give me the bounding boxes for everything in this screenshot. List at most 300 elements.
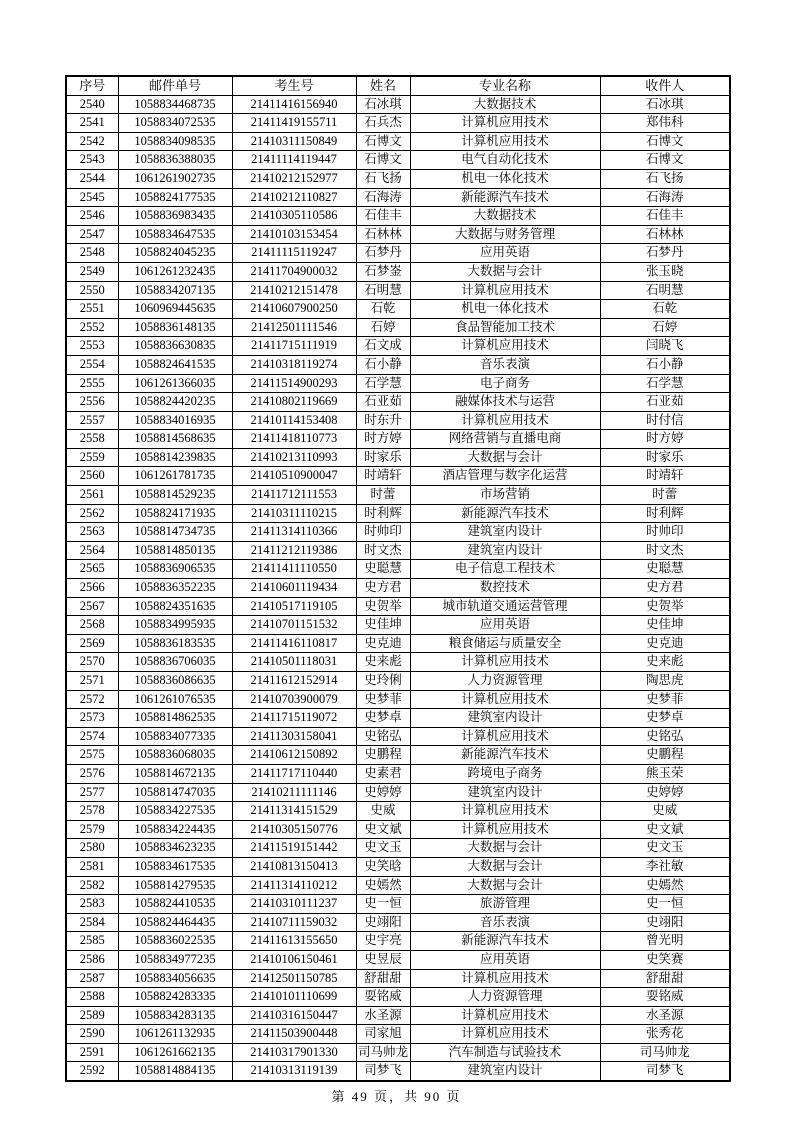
table-row bbox=[66, 616, 730, 635]
table-row bbox=[66, 541, 730, 560]
table-cell: 石小静 bbox=[356, 355, 410, 374]
table-cell: 21410802119669 bbox=[232, 393, 356, 412]
table-cell: 2558 bbox=[66, 430, 118, 449]
table-cell: 新能源汽车技术 bbox=[410, 188, 600, 207]
table-cell: 2581 bbox=[66, 857, 118, 876]
table-cell: 1060969445635 bbox=[118, 300, 232, 319]
table-cell: 1058814239835 bbox=[118, 448, 232, 467]
table-cell: 网络营销与直播电商 bbox=[410, 430, 600, 449]
table-cell: 1058836906535 bbox=[118, 560, 232, 579]
table-cell: 1061261781735 bbox=[118, 467, 232, 486]
table-cell: 1058834056635 bbox=[118, 969, 232, 988]
table-cell: 时帅印 bbox=[356, 523, 410, 542]
table-cell: 21411612152914 bbox=[232, 672, 356, 691]
table-cell: 1058814529235 bbox=[118, 486, 232, 505]
table-cell: 1058824641535 bbox=[118, 355, 232, 374]
student-mail-table bbox=[65, 75, 731, 1082]
table-cell: 2565 bbox=[66, 560, 118, 579]
table-cell: 建筑室内设计 bbox=[410, 1062, 600, 1081]
table-cell: 21410317901330 bbox=[232, 1043, 356, 1062]
table-row bbox=[66, 337, 730, 356]
table-cell: 石婷 bbox=[356, 318, 410, 337]
table-cell: 音乐表演 bbox=[410, 355, 600, 374]
table-row bbox=[66, 448, 730, 467]
table-cell: 1061261662135 bbox=[118, 1043, 232, 1062]
table-cell: 1058836148135 bbox=[118, 318, 232, 337]
table-cell: 21410313119139 bbox=[232, 1062, 356, 1081]
table-cell: 2544 bbox=[66, 169, 118, 188]
table-cell: 石婷 bbox=[600, 318, 730, 337]
table-cell: 电气自动化技术 bbox=[410, 151, 600, 170]
table-cell: 计算机应用技术 bbox=[410, 820, 600, 839]
table-cell: 时蕾 bbox=[600, 486, 730, 505]
table-cell: 2579 bbox=[66, 820, 118, 839]
table-cell: 2577 bbox=[66, 783, 118, 802]
table-cell: 石明慧 bbox=[600, 281, 730, 300]
table-cell: 石梦崟 bbox=[356, 262, 410, 281]
table-cell: 21412501111546 bbox=[232, 318, 356, 337]
table-header-row bbox=[66, 76, 730, 95]
table-cell: 21410601119434 bbox=[232, 579, 356, 598]
table-cell: 司马帅龙 bbox=[600, 1043, 730, 1062]
table-cell: 史梦卓 bbox=[600, 709, 730, 728]
table-cell: 石海涛 bbox=[600, 188, 730, 207]
table-cell: 司梦飞 bbox=[356, 1062, 410, 1081]
table-cell: 汽车制造与试验技术 bbox=[410, 1043, 600, 1062]
table-cell: 时靖轩 bbox=[356, 467, 410, 486]
table-cell: 2570 bbox=[66, 653, 118, 672]
table-row bbox=[66, 374, 730, 393]
table-cell: 史来彪 bbox=[600, 653, 730, 672]
table-row bbox=[66, 430, 730, 449]
table-cell: 史威 bbox=[356, 802, 410, 821]
table-cell: 21411114119447 bbox=[232, 151, 356, 170]
table-cell: 建筑室内设计 bbox=[410, 541, 600, 560]
table-cell: 史嫣然 bbox=[600, 876, 730, 895]
table-cell: 史宇亮 bbox=[356, 932, 410, 951]
table-cell: 史梦菲 bbox=[356, 690, 410, 709]
table-cell: 1058834995935 bbox=[118, 616, 232, 635]
table-cell: 司家旭 bbox=[356, 1025, 410, 1044]
table-row bbox=[66, 839, 730, 858]
table-cell: 旅游管理 bbox=[410, 895, 600, 914]
table-cell: 史梦菲 bbox=[600, 690, 730, 709]
table-cell: 1058834623235 bbox=[118, 839, 232, 858]
table-cell: 石冰琪 bbox=[356, 95, 410, 114]
table-cell: 1061261366035 bbox=[118, 374, 232, 393]
table-cell: 计算机应用技术 bbox=[410, 690, 600, 709]
table-row bbox=[66, 411, 730, 430]
table-cell: 新能源汽车技术 bbox=[410, 932, 600, 951]
table-cell: 史文玉 bbox=[356, 839, 410, 858]
table-cell: 2557 bbox=[66, 411, 118, 430]
table-cell: 应用英语 bbox=[410, 244, 600, 263]
table-cell: 21411314110212 bbox=[232, 876, 356, 895]
table-row bbox=[66, 988, 730, 1007]
table-cell: 2583 bbox=[66, 895, 118, 914]
table-cell: 21410517119105 bbox=[232, 597, 356, 616]
table-cell: 1058836983435 bbox=[118, 207, 232, 226]
table-cell: 石博文 bbox=[600, 132, 730, 151]
table-cell: 21410212151478 bbox=[232, 281, 356, 300]
table-row bbox=[66, 281, 730, 300]
table-cell: 大数据与会计 bbox=[410, 839, 600, 858]
table-cell: 石亚茹 bbox=[356, 393, 410, 412]
table-cell: 1058836183535 bbox=[118, 634, 232, 653]
table-row bbox=[66, 672, 730, 691]
table-cell: 1061261232435 bbox=[118, 262, 232, 281]
table-cell: 21411704900032 bbox=[232, 262, 356, 281]
table-cell: 史聪慧 bbox=[600, 560, 730, 579]
table-cell: 2582 bbox=[66, 876, 118, 895]
table-row bbox=[66, 802, 730, 821]
table-cell: 石博文 bbox=[356, 151, 410, 170]
table-cell: 2545 bbox=[66, 188, 118, 207]
table-row bbox=[66, 653, 730, 672]
table-cell: 2543 bbox=[66, 151, 118, 170]
table-cell: 2572 bbox=[66, 690, 118, 709]
table-cell: 2569 bbox=[66, 634, 118, 653]
table-row bbox=[66, 114, 730, 133]
table-cell: 石学慧 bbox=[356, 374, 410, 393]
table-cell: 时帅印 bbox=[600, 523, 730, 542]
table-row bbox=[66, 151, 730, 170]
table-cell: 2562 bbox=[66, 504, 118, 523]
table-cell: 史翊阳 bbox=[600, 913, 730, 932]
table-cell: 21411411110550 bbox=[232, 560, 356, 579]
table-cell: 21411115119247 bbox=[232, 244, 356, 263]
table-cell: 21411418110773 bbox=[232, 430, 356, 449]
table-cell: 1058824177535 bbox=[118, 188, 232, 207]
table-cell: 2592 bbox=[66, 1062, 118, 1081]
table-cell: 21410711159032 bbox=[232, 913, 356, 932]
table-cell: 1058836352235 bbox=[118, 579, 232, 598]
table-cell: 建筑室内设计 bbox=[410, 523, 600, 542]
table-cell: 1058834283135 bbox=[118, 1006, 232, 1025]
table-cell: 1058836068035 bbox=[118, 746, 232, 765]
table-cell: 21411712111553 bbox=[232, 486, 356, 505]
table-cell: 电子商务 bbox=[410, 374, 600, 393]
table-cell: 石林林 bbox=[356, 225, 410, 244]
table-cell: 史文玉 bbox=[600, 839, 730, 858]
table-cell: 1058814747035 bbox=[118, 783, 232, 802]
table-cell: 石梦丹 bbox=[356, 244, 410, 263]
table-cell: 石博文 bbox=[356, 132, 410, 151]
table-cell: 跨境电子商务 bbox=[410, 764, 600, 783]
table-cell: 2548 bbox=[66, 244, 118, 263]
table-cell: 2561 bbox=[66, 486, 118, 505]
table-cell: 史方君 bbox=[600, 579, 730, 598]
table-row bbox=[66, 969, 730, 988]
table-cell: 1058836022535 bbox=[118, 932, 232, 951]
table-cell: 1058836086635 bbox=[118, 672, 232, 691]
table-row bbox=[66, 579, 730, 598]
table-cell: 1058824351635 bbox=[118, 597, 232, 616]
table-cell: 新能源汽车技术 bbox=[410, 746, 600, 765]
table-cell: 时方婷 bbox=[600, 430, 730, 449]
table-cell: 石佳丰 bbox=[356, 207, 410, 226]
table-cell: 史贺举 bbox=[600, 597, 730, 616]
table-cell: 2585 bbox=[66, 932, 118, 951]
table-cell: 1058834077335 bbox=[118, 727, 232, 746]
table-cell: 史玲俐 bbox=[356, 672, 410, 691]
table-cell: 水圣源 bbox=[356, 1006, 410, 1025]
table-cell: 市场营销 bbox=[410, 486, 600, 505]
table-cell: 2587 bbox=[66, 969, 118, 988]
table-cell: 史素君 bbox=[356, 764, 410, 783]
table-row bbox=[66, 709, 730, 728]
table-cell: 人力资源管理 bbox=[410, 988, 600, 1007]
table-row bbox=[66, 95, 730, 114]
table-cell: 2580 bbox=[66, 839, 118, 858]
table-cell: 21411715111919 bbox=[232, 337, 356, 356]
table-cell: 2546 bbox=[66, 207, 118, 226]
table-cell: 石学慧 bbox=[600, 374, 730, 393]
table-cell: 史文斌 bbox=[600, 820, 730, 839]
table-cell: 史克迪 bbox=[356, 634, 410, 653]
table-cell: 石明慧 bbox=[356, 281, 410, 300]
table-row bbox=[66, 504, 730, 523]
table-cell: 史笑晗 bbox=[356, 857, 410, 876]
table-cell: 2586 bbox=[66, 950, 118, 969]
table-cell: 史一恒 bbox=[356, 895, 410, 914]
table-row bbox=[66, 188, 730, 207]
table-cell: 建筑室内设计 bbox=[410, 783, 600, 802]
table-cell: 司梦飞 bbox=[600, 1062, 730, 1081]
table-cell: 2551 bbox=[66, 300, 118, 319]
table-row bbox=[66, 820, 730, 839]
table-cell: 史梦卓 bbox=[356, 709, 410, 728]
table-cell: 计算机应用技术 bbox=[410, 653, 600, 672]
table-cell: 2552 bbox=[66, 318, 118, 337]
table-cell: 时靖轩 bbox=[600, 467, 730, 486]
table-row bbox=[66, 1006, 730, 1025]
table-cell: 1061261902735 bbox=[118, 169, 232, 188]
table-cell: 耍铭威 bbox=[600, 988, 730, 1007]
table-cell: 闫晓飞 bbox=[600, 337, 730, 356]
table-cell: 21410813150413 bbox=[232, 857, 356, 876]
table-row bbox=[66, 523, 730, 542]
table-cell: 史婷婷 bbox=[356, 783, 410, 802]
page-number-footer: 第 49 页，共 90 页 bbox=[331, 1089, 462, 1104]
table-cell: 史来彪 bbox=[356, 653, 410, 672]
table-cell: 建筑室内设计 bbox=[410, 709, 600, 728]
table-cell: 机电一体化技术 bbox=[410, 169, 600, 188]
table-cell: 2547 bbox=[66, 225, 118, 244]
table-cell: 21410311110215 bbox=[232, 504, 356, 523]
table-cell: 计算机应用技术 bbox=[410, 281, 600, 300]
table-cell: 21410305150776 bbox=[232, 820, 356, 839]
table-cell: 2542 bbox=[66, 132, 118, 151]
table-cell: 史翊阳 bbox=[356, 913, 410, 932]
table-cell: 2571 bbox=[66, 672, 118, 691]
table-cell: 石冰琪 bbox=[600, 95, 730, 114]
table-cell: 大数据与会计 bbox=[410, 262, 600, 281]
table-cell: 食品智能加工技术 bbox=[410, 318, 600, 337]
table-row bbox=[66, 132, 730, 151]
table-cell: 时文杰 bbox=[356, 541, 410, 560]
table-cell: 2549 bbox=[66, 262, 118, 281]
table-cell: 2588 bbox=[66, 988, 118, 1007]
table-cell: 1058836388035 bbox=[118, 151, 232, 170]
table-cell: 1058814850135 bbox=[118, 541, 232, 560]
table-cell: 1058814862535 bbox=[118, 709, 232, 728]
table-cell: 史方君 bbox=[356, 579, 410, 598]
table-row bbox=[66, 783, 730, 802]
table-row bbox=[66, 318, 730, 337]
table-cell: 史聪慧 bbox=[356, 560, 410, 579]
table-cell: 数控技术 bbox=[410, 579, 600, 598]
table-cell: 史文斌 bbox=[356, 820, 410, 839]
table-row bbox=[66, 244, 730, 263]
table-cell: 城市轨道交通运营管理 bbox=[410, 597, 600, 616]
table-cell: 1061261132935 bbox=[118, 1025, 232, 1044]
table-cell: 21411715119072 bbox=[232, 709, 356, 728]
table-cell: 21411416110817 bbox=[232, 634, 356, 653]
table-cell: 1058824045235 bbox=[118, 244, 232, 263]
table-row bbox=[66, 895, 730, 914]
table-cell: 石亚茹 bbox=[600, 393, 730, 412]
table-cell: 1058824464435 bbox=[118, 913, 232, 932]
table-row bbox=[66, 857, 730, 876]
table-cell: 2556 bbox=[66, 393, 118, 412]
table-cell: 时蕾 bbox=[356, 486, 410, 505]
table-row bbox=[66, 876, 730, 895]
table-row bbox=[66, 467, 730, 486]
table-cell: 1058834977235 bbox=[118, 950, 232, 969]
table-cell: 舒甜甜 bbox=[356, 969, 410, 988]
table-cell: 计算机应用技术 bbox=[410, 969, 600, 988]
table-cell: 21410106150461 bbox=[232, 950, 356, 969]
table-cell: 21410211111146 bbox=[232, 783, 356, 802]
table-cell: 21411303158041 bbox=[232, 727, 356, 746]
table-cell: 水圣源 bbox=[600, 1006, 730, 1025]
table-cell: 2567 bbox=[66, 597, 118, 616]
table-cell: 史一恒 bbox=[600, 895, 730, 914]
table-cell: 人力资源管理 bbox=[410, 672, 600, 691]
table-cell: 21410101110699 bbox=[232, 988, 356, 1007]
table-cell: 2573 bbox=[66, 709, 118, 728]
table-cell: 1058824171935 bbox=[118, 504, 232, 523]
table-cell: 1061261076535 bbox=[118, 690, 232, 709]
column-header: 收件人 bbox=[600, 76, 730, 95]
table-cell: 21410212152977 bbox=[232, 169, 356, 188]
table-cell: 2563 bbox=[66, 523, 118, 542]
table-cell: 大数据与会计 bbox=[410, 448, 600, 467]
table-cell: 郑伟科 bbox=[600, 114, 730, 133]
table-row bbox=[66, 1062, 730, 1081]
table-cell: 1058834207135 bbox=[118, 281, 232, 300]
table-cell: 石飞扬 bbox=[356, 169, 410, 188]
table-cell: 石兵杰 bbox=[356, 114, 410, 133]
table-cell: 舒甜甜 bbox=[600, 969, 730, 988]
table-cell: 时文杰 bbox=[600, 541, 730, 560]
table-row bbox=[66, 207, 730, 226]
table-cell: 1058834227535 bbox=[118, 802, 232, 821]
table-cell: 时利辉 bbox=[600, 504, 730, 523]
table-cell: 史克迪 bbox=[600, 634, 730, 653]
table-row bbox=[66, 950, 730, 969]
table-cell: 21411314110366 bbox=[232, 523, 356, 542]
table-cell: 1058814734735 bbox=[118, 523, 232, 542]
table-cell: 21411212119386 bbox=[232, 541, 356, 560]
table-cell: 大数据与会计 bbox=[410, 857, 600, 876]
table-cell: 1058814884135 bbox=[118, 1062, 232, 1081]
table-cell: 21410114153408 bbox=[232, 411, 356, 430]
table-cell: 融媒体技术与运营 bbox=[410, 393, 600, 412]
table-cell: 应用英语 bbox=[410, 616, 600, 635]
table-cell: 计算机应用技术 bbox=[410, 114, 600, 133]
table-cell: 2576 bbox=[66, 764, 118, 783]
table-cell: 21410318119274 bbox=[232, 355, 356, 374]
table-cell: 史嫣然 bbox=[356, 876, 410, 895]
table-cell: 1058824410535 bbox=[118, 895, 232, 914]
table-cell: 大数据与财务管理 bbox=[410, 225, 600, 244]
table-row bbox=[66, 262, 730, 281]
table-cell: 张秀花 bbox=[600, 1025, 730, 1044]
table-cell: 21411613155650 bbox=[232, 932, 356, 951]
table-cell: 21412501150785 bbox=[232, 969, 356, 988]
table-cell: 时家乐 bbox=[356, 448, 410, 467]
table-cell: 熊玉荣 bbox=[600, 764, 730, 783]
table-cell: 时付信 bbox=[600, 411, 730, 430]
table-row bbox=[66, 355, 730, 374]
table-cell: 史鹏程 bbox=[600, 746, 730, 765]
table-cell: 时东升 bbox=[356, 411, 410, 430]
table-cell: 粮食储运与质量安全 bbox=[410, 634, 600, 653]
table-cell: 2550 bbox=[66, 281, 118, 300]
table-cell: 21410607900250 bbox=[232, 300, 356, 319]
table-cell: 史铭弘 bbox=[600, 727, 730, 746]
table-cell: 21410213110993 bbox=[232, 448, 356, 467]
table-cell: 石乾 bbox=[356, 300, 410, 319]
table-body bbox=[66, 95, 730, 1081]
table-cell: 21411419155711 bbox=[232, 114, 356, 133]
table-cell: 石文成 bbox=[356, 337, 410, 356]
column-header: 邮件单号 bbox=[118, 76, 232, 95]
table-cell: 计算机应用技术 bbox=[410, 411, 600, 430]
table-cell: 2589 bbox=[66, 1006, 118, 1025]
table-row bbox=[66, 486, 730, 505]
table-cell: 计算机应用技术 bbox=[410, 1006, 600, 1025]
table-cell: 计算机应用技术 bbox=[410, 337, 600, 356]
table-cell: 石海涛 bbox=[356, 188, 410, 207]
table-cell: 电子信息工程技术 bbox=[410, 560, 600, 579]
table-cell: 1058814672135 bbox=[118, 764, 232, 783]
column-header: 姓名 bbox=[356, 76, 410, 95]
table-row bbox=[66, 597, 730, 616]
table-cell: 2575 bbox=[66, 746, 118, 765]
table-row bbox=[66, 913, 730, 932]
table-cell: 2568 bbox=[66, 616, 118, 635]
table-row bbox=[66, 393, 730, 412]
table-cell: 史威 bbox=[600, 802, 730, 821]
table-cell: 石林林 bbox=[600, 225, 730, 244]
table-cell: 21410212110827 bbox=[232, 188, 356, 207]
table-cell: 大数据与会计 bbox=[410, 876, 600, 895]
table-cell: 司马帅龙 bbox=[356, 1043, 410, 1062]
table-cell: 1058814568635 bbox=[118, 430, 232, 449]
table-cell: 机电一体化技术 bbox=[410, 300, 600, 319]
table-row bbox=[66, 932, 730, 951]
table-cell: 石小静 bbox=[600, 355, 730, 374]
table-cell: 大数据技术 bbox=[410, 207, 600, 226]
table-row bbox=[66, 727, 730, 746]
table-row bbox=[66, 225, 730, 244]
table-cell: 陶思虎 bbox=[600, 672, 730, 691]
table-cell: 2590 bbox=[66, 1025, 118, 1044]
table-cell: 1058824420235 bbox=[118, 393, 232, 412]
